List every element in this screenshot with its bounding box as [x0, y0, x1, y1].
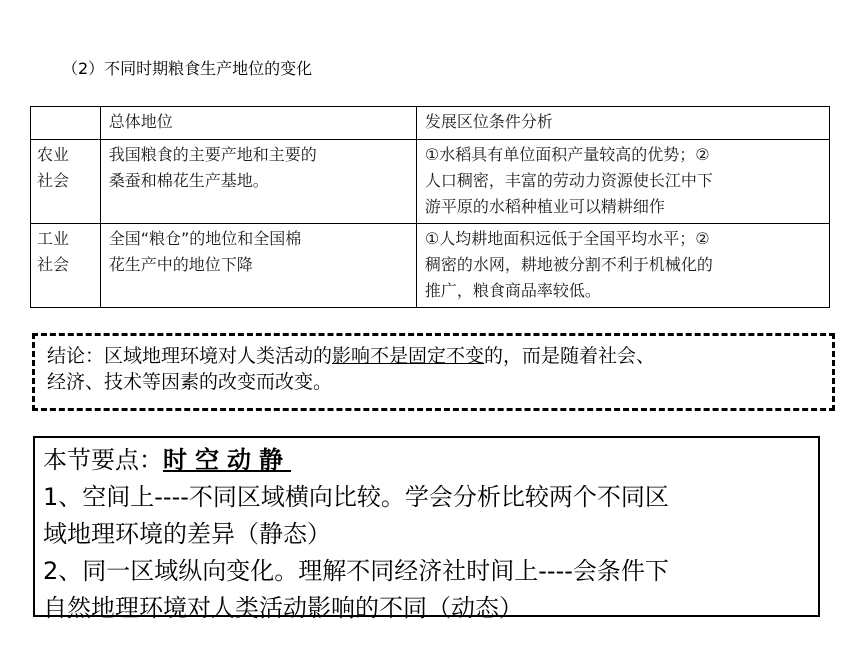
key-points-label: 本节要点： [43, 446, 163, 474]
conclusion-prefix: 结论：区域地理环境对人类活动的 [47, 345, 333, 367]
cell-text: 人口稠密，丰富的劳动力资源使长江中下 [424, 171, 713, 190]
key-points-box [33, 436, 820, 622]
cell-text: 全国“粮仓”的地位和全国棉 [108, 229, 302, 248]
cell-text: 推广，粮食商品率较低。 [424, 281, 601, 300]
cell-text: 社会 [37, 171, 70, 190]
cell-text: ①人均耕地面积远低于全国平均水平；② [424, 229, 710, 248]
cell-text: 稠密的水网，耕地被分割不利于机械化的 [424, 255, 713, 274]
key-points-emphasis: 时空动静 [163, 446, 291, 474]
conclusion-line2: 经济、技术等因素的改变而改变。 [47, 371, 333, 393]
conclusion-suffix: 的，而是随着社会、 [484, 345, 656, 367]
conclusion-box [32, 333, 835, 411]
table-cell-status [100, 224, 416, 308]
key-point-line: 1、空间上----不同区域横向比较。学会分析比较两个不同区 [43, 483, 669, 511]
key-points-heading [43, 442, 818, 479]
table-header-row [31, 107, 830, 140]
table-cell-analysis [416, 224, 829, 308]
cell-text: 社会 [37, 255, 70, 274]
cell-text: 花生产中的地位下降 [108, 255, 253, 274]
cell-text: 工业 [37, 229, 70, 248]
comparison-table [30, 106, 830, 308]
cell-text: 我国粮食的主要产地和主要的 [108, 145, 317, 164]
cell-text: 游平原的水稻种植业可以精耕细作 [424, 197, 665, 216]
table-header-cell-status: 总体地位 [100, 107, 416, 140]
cell-text: 桑蚕和棉花生产基地。 [108, 171, 269, 190]
section-subtitle: （2）不同时期粮食生产地位的变化 [62, 59, 313, 78]
table-cell-period [31, 140, 101, 224]
cell-text: 农业 [37, 145, 70, 164]
table-row [31, 224, 830, 308]
table-row [31, 140, 830, 224]
key-point-line: 2、同一区域纵向变化。理解不同经济社时间上----会条件下 [43, 557, 669, 585]
table-cell-analysis [416, 140, 829, 224]
cell-text: ①水稻具有单位面积产量较高的优势；② [424, 145, 710, 164]
table-header-cell-analysis: 发展区位条件分析 [416, 107, 829, 140]
table-header-cell-period [31, 107, 101, 140]
table-cell-status [100, 140, 416, 224]
key-point-line: 域地理环境的差异（静态） [43, 520, 331, 548]
key-point-line: 自然地理环境对人类活动影响的不同（动态） [43, 594, 523, 622]
conclusion-underlined: 影响不是固定不变 [332, 345, 485, 367]
table-cell-period [31, 224, 101, 308]
